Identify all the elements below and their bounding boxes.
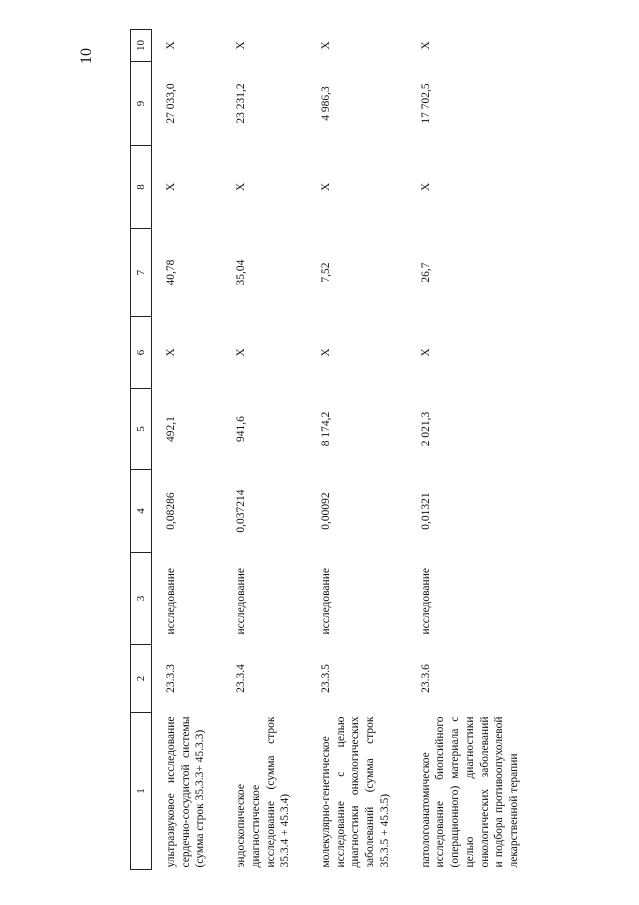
header-cell: 5 xyxy=(131,389,152,470)
row-cell: 0,01321 xyxy=(419,492,432,530)
row-cell: Х xyxy=(165,182,177,192)
row-name: патологоанатомическое исследование биопсийного (операционного) материала с целью диагностики онкологических заболеваний и подбора противоопухолевой лекарственной терапии xyxy=(419,716,520,868)
row-unit: исследование xyxy=(235,568,248,635)
row-code: 23.3.6 xyxy=(419,664,432,693)
table-header-row xyxy=(131,30,152,870)
row-cell: 941,6 xyxy=(235,416,248,442)
row-cell: Х xyxy=(320,182,333,192)
rotated-table-page xyxy=(130,30,600,870)
row-cell: 4 986,3 xyxy=(320,86,333,121)
header-cell: 10 xyxy=(131,30,152,62)
header-cell: 6 xyxy=(131,317,152,389)
row-cell: 8 174,2 xyxy=(320,411,333,447)
row-cell: 17 702,5 xyxy=(419,83,432,124)
row-cell: Х xyxy=(419,182,432,192)
row-cell: 26,7 xyxy=(419,262,432,283)
row-code: 23.3.4 xyxy=(235,664,248,693)
row-cell: 40,78 xyxy=(165,259,177,286)
row-name: молекулярно-генетическое исследование с целью диагностики онкологических заболеваний (сумма строк 35.3.5 + 45.3.5) xyxy=(320,716,391,868)
row-cell: Х xyxy=(235,182,248,192)
row-cell: 0,00092 xyxy=(320,492,333,530)
row-cell: Х xyxy=(165,41,177,50)
row-cell: Х xyxy=(419,348,432,357)
header-cell: 4 xyxy=(131,470,152,553)
header-cell: 2 xyxy=(131,645,152,713)
row-cell: Х xyxy=(235,41,248,50)
row-cell: 35,04 xyxy=(235,259,248,286)
row-cell: 0,037214 xyxy=(235,489,248,533)
row-unit: исследование xyxy=(320,568,333,635)
row-cell: Х xyxy=(235,348,248,357)
row-cell: Х xyxy=(165,348,177,357)
header-cell: 3 xyxy=(131,553,152,645)
table-row xyxy=(307,30,407,870)
row-cell: 2 021,3 xyxy=(419,411,432,447)
row-code: 23.3.3 xyxy=(165,664,177,693)
row-cell: Х xyxy=(419,41,432,50)
row-unit: исследование xyxy=(165,568,177,635)
table-row xyxy=(222,30,307,870)
row-cell: Х xyxy=(320,41,333,50)
page-number-container xyxy=(78,40,102,70)
row-cell: 492,1 xyxy=(165,416,177,442)
row-cell: Х xyxy=(320,348,333,357)
header-cell: 9 xyxy=(131,62,152,146)
row-cell: 27 033,0 xyxy=(165,83,177,124)
row-code: 23.3.5 xyxy=(320,664,333,693)
row-cell: 0,08286 xyxy=(165,492,177,530)
row-cell: 7,52 xyxy=(320,262,333,283)
header-cell: 8 xyxy=(131,146,152,229)
row-cell: 23 231,2 xyxy=(235,83,248,124)
table-row xyxy=(152,30,223,870)
header-cell: 1 xyxy=(131,713,152,870)
row-name: ультразвуковое исследование сердечно-сосудистой системы (сумма строк 35.3.3+ 45.3.3) xyxy=(165,716,207,868)
row-unit: исследование xyxy=(419,568,432,635)
row-name: эндоскопическое диагностическое исследование (сумма строк 35.3.4 + 45.3.4) xyxy=(235,716,292,868)
header-cell: 7 xyxy=(131,229,152,317)
table-row xyxy=(407,30,536,870)
tariff-table xyxy=(130,29,536,870)
page-number: 10 xyxy=(78,48,95,64)
